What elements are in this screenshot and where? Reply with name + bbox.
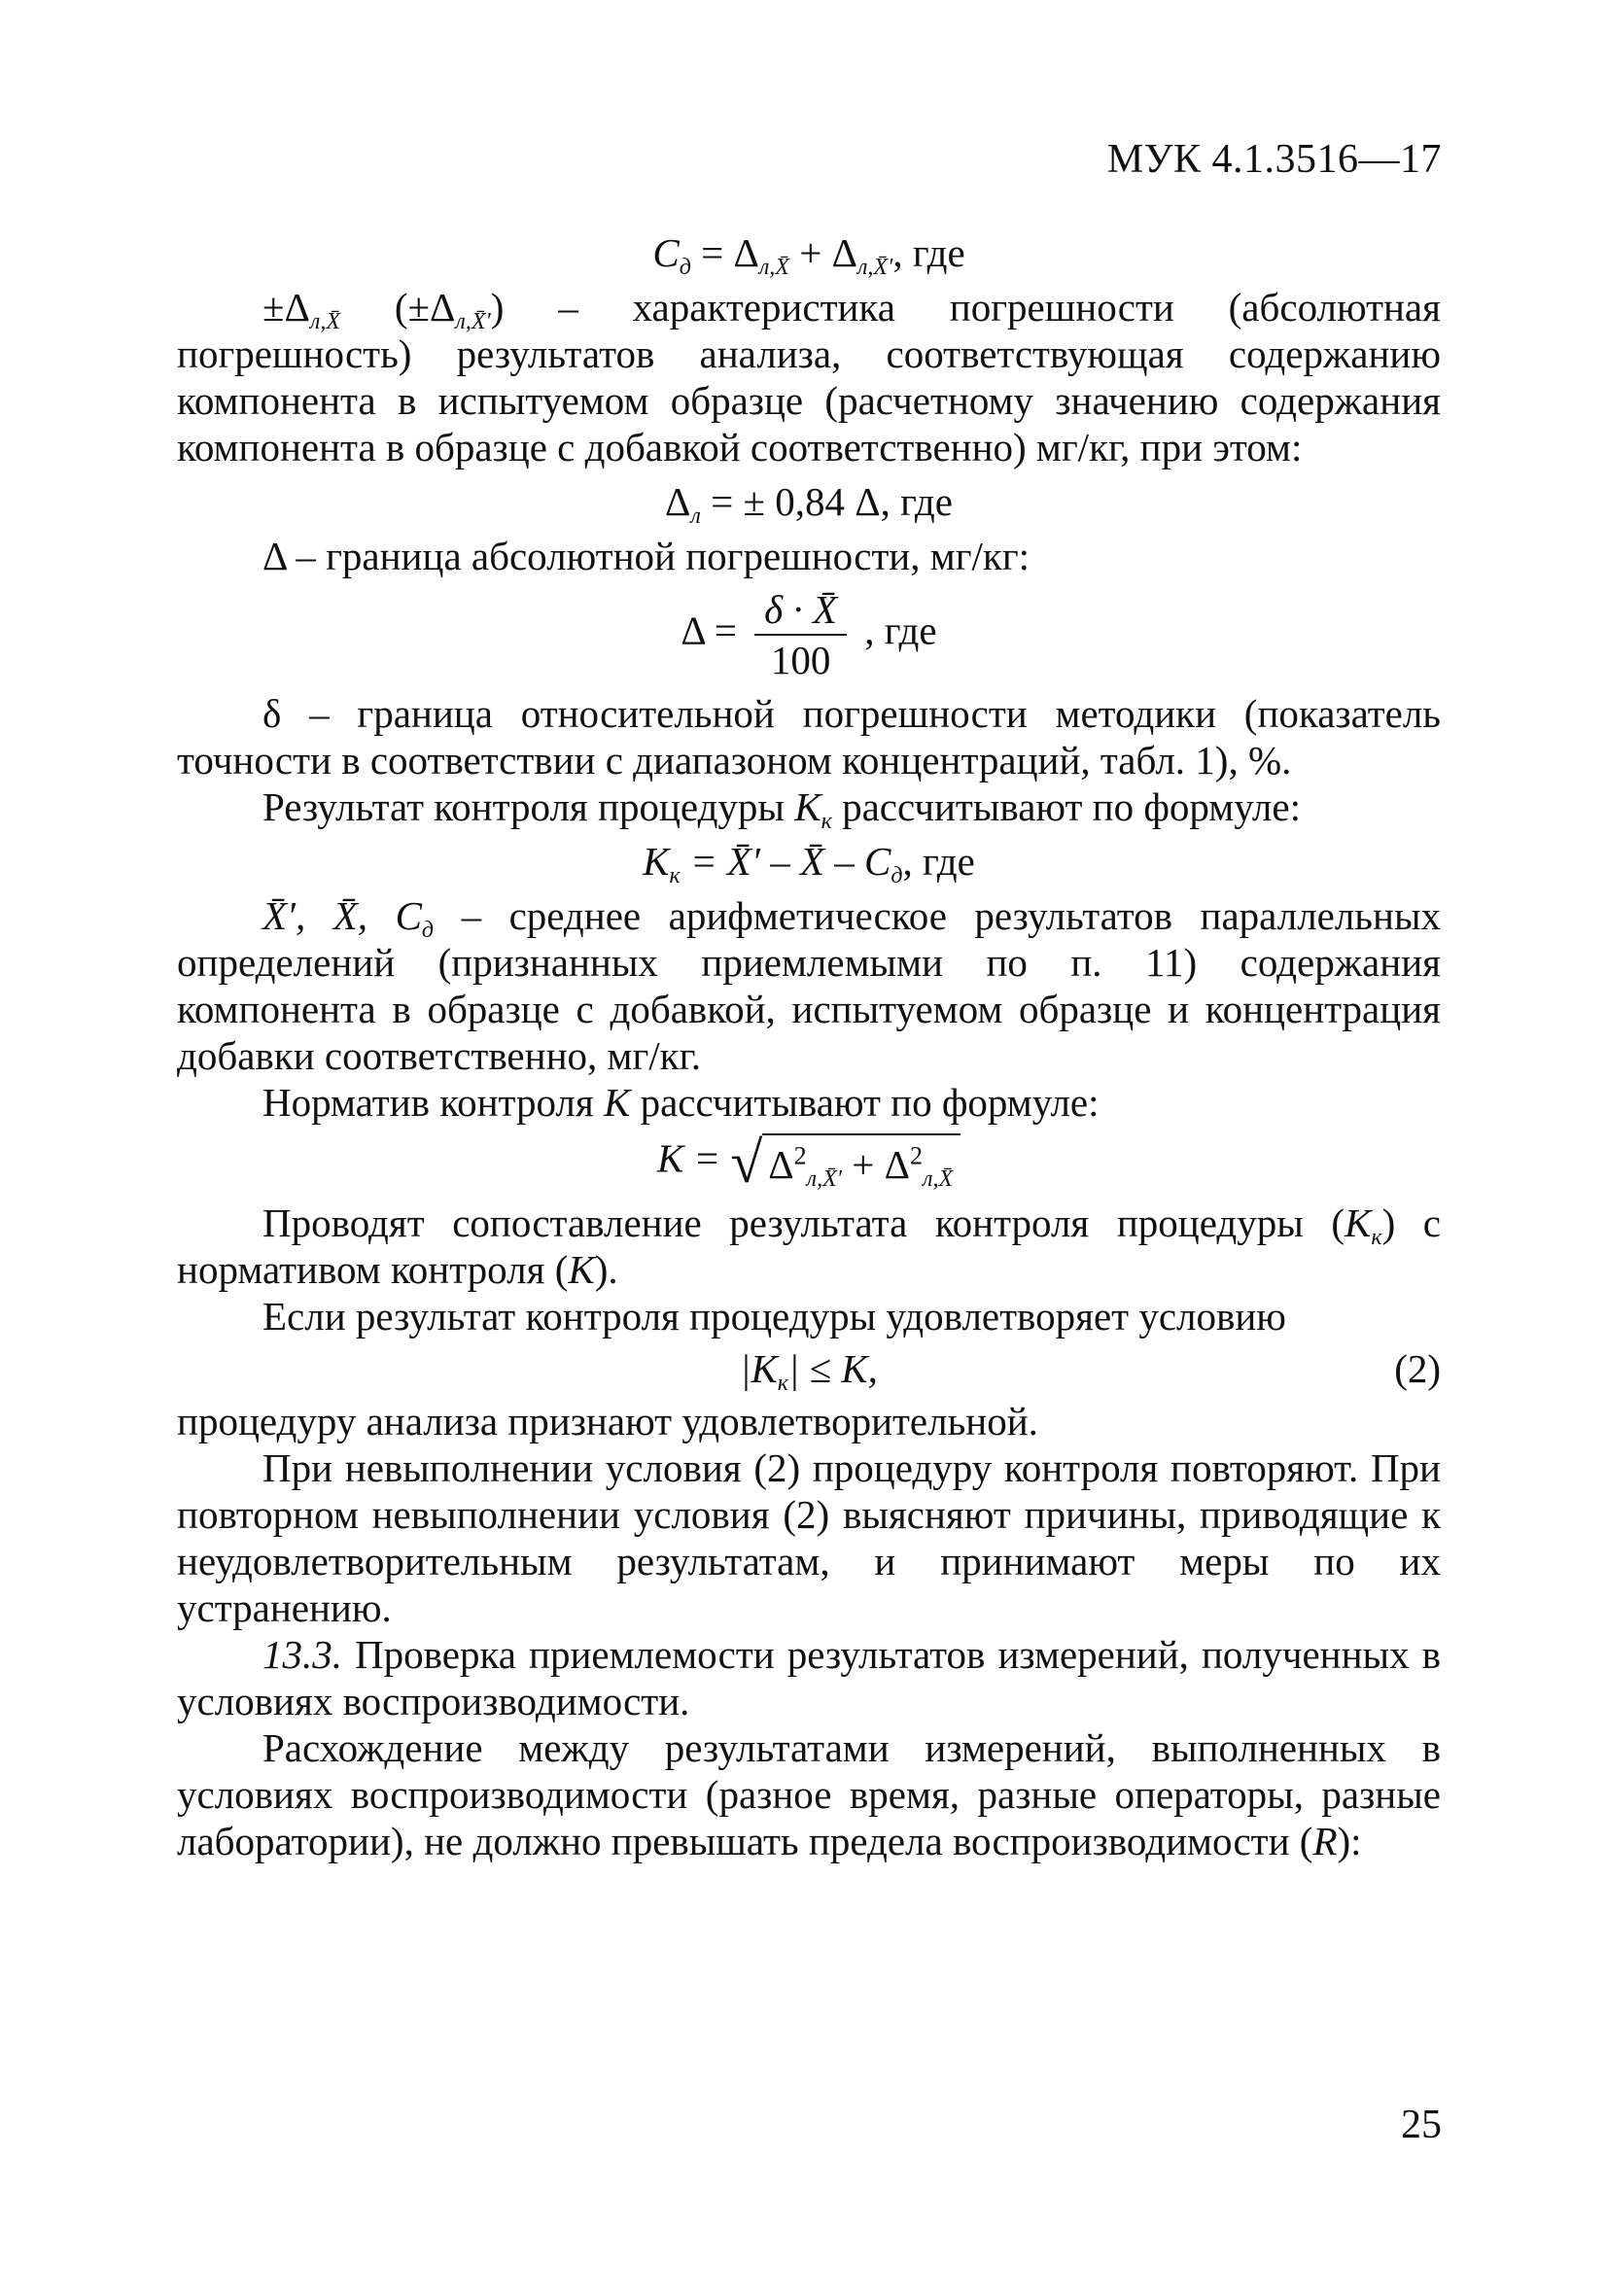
paragraph-error-characteristic — [177, 284, 1441, 470]
f5-sqrt-body — [762, 1133, 961, 1192]
p7-mid: ) с нормативом контроля ( — [177, 1200, 1441, 1292]
f3-fraction — [754, 587, 847, 682]
f5-plus: + — [842, 1142, 885, 1187]
formula-cd-delta2: Δ — [831, 230, 857, 275]
p1-text: – характеристика погрешности (абсолютная погрешность) результатов анализа, соответствующая содержанию компонента в испытуемом образце (расчетному значению содержания компонента в образце с добавкой соответственно) мг/кг, при этом: — [177, 285, 1441, 470]
paragraph-k-intro — [177, 1079, 1441, 1126]
formula-kk — [177, 838, 1441, 888]
f3-numerator: δ · X̄ — [754, 587, 847, 636]
paragraph-repeat: При невыполнении условия (2) процедуру контроля повторяют. При повторном невыполнении условия (2) выясняют причины, приводящие к неудовлетворительным результатам, и принимают меры по их устранению. — [177, 1445, 1441, 1630]
section-13-3 — [177, 1631, 1441, 1724]
formula-cd-lhs-sub: д — [679, 255, 691, 280]
formula-cd-sub1: л,X̄ — [758, 255, 789, 280]
paragraph-satisfactory: процедуру анализа признают удовлетворительной. — [177, 1399, 1038, 1444]
p6-var: K — [603, 1080, 631, 1125]
formula-condition — [177, 1345, 1441, 1396]
paragraph-kk-intro — [177, 783, 1441, 834]
p7-var2: K — [568, 1247, 595, 1292]
paragraph-rel-error: δ – граница относительной погрешности методики (показатель точности в соответствии с диапазоном концентраций, табл. 1), %. — [177, 691, 1441, 783]
f6-expr: |K — [740, 1346, 778, 1391]
f5-t2-sub: л,X̄ — [923, 1166, 954, 1192]
formula-cd-lhs: C — [652, 230, 680, 275]
p6-pre: Норматив контроля — [262, 1080, 604, 1125]
formula-cd-delta1: Δ — [733, 230, 759, 275]
paragraph-abs-error: Δ – граница абсолютной погрешности, мг/кг: — [262, 534, 1031, 578]
paragraph-condition-intro: Если результат контроля процедуры удовлетворяет условию — [262, 1294, 1286, 1339]
formula-cd-tail: , где — [892, 230, 965, 275]
f3-tail: , где — [864, 608, 937, 653]
formula-cd-sub2: л,X̄′ — [856, 255, 893, 280]
f4-lhs-sub: к — [669, 863, 681, 888]
formula-delta-fraction — [177, 587, 1441, 682]
f4-rhs: = X̄′ – X̄ – C — [680, 839, 891, 884]
p7-var: K — [1345, 1200, 1372, 1245]
p1-sub1: л,X̄ — [309, 309, 340, 334]
page-content — [177, 222, 1441, 1864]
p6-post: рассчитывают по формуле: — [630, 1080, 1100, 1125]
p1-prefix: ±Δ — [262, 285, 310, 330]
f4-tail: , где — [902, 839, 975, 884]
p5-vars: X̄′, X̄, C — [262, 893, 422, 938]
p7-var-sub: к — [1371, 1225, 1382, 1250]
paragraph-reproducibility — [177, 1724, 1441, 1864]
f6-expr-sub: к — [777, 1371, 788, 1396]
p4-pre: Результат контроля процедуры — [262, 784, 795, 829]
p1-sub2: л,X̄′ — [455, 309, 491, 334]
formula-cd-plus: + — [799, 230, 822, 275]
paragraph-comparison — [177, 1200, 1441, 1293]
p4-var: K — [794, 784, 821, 829]
f5-lhs: K = — [656, 1135, 721, 1181]
sqrt-icon: √ — [730, 1131, 763, 1195]
f5-t1-sub: л,X̄′ — [806, 1166, 843, 1192]
f4-rhs-sub: д — [891, 863, 903, 888]
f4-lhs: K — [643, 839, 670, 884]
p1-paren-open: (±Δ — [340, 285, 456, 330]
formula-delta-l — [177, 478, 1441, 529]
p4-post: рассчитывают по формуле: — [831, 784, 1301, 829]
f5-sqrt — [730, 1131, 961, 1195]
section-title: Проверка приемлемости результатов измерений, полученных в условиях воспроизводимости. — [177, 1632, 1441, 1723]
formula-k-sqrt — [177, 1131, 1441, 1195]
p4-var-sub: к — [821, 809, 832, 834]
p12-pre: Расхождение между результатами измерений, выполненных в условиях воспроизводимости (разное время, разные операторы, разные лаборатории), не должно превышать предела воспроизводимости ( — [177, 1725, 1441, 1863]
formula-cd: $C_д = \Delta_{л,X̄} + \Delta_{л,X̄'}$, где — [652, 230, 965, 280]
p1-paren-close: ) — [490, 285, 505, 330]
f5-t1-sup: 2 — [793, 1141, 807, 1170]
f2-lhs: Δ — [665, 479, 691, 524]
section-number: 13.3. — [262, 1632, 342, 1677]
p5-text: – среднее арифметическое результатов параллельных определений (признанных приемлемыми по п. 11) содержания компонента в образце с добавкой, испытуемом образце и концентрация добавки соответственно, мг/кг. — [177, 893, 1441, 1078]
p7-pre: Проводят сопоставление результата контроля процедуры ( — [262, 1200, 1345, 1245]
document-code: МУК 4.1.3516—17 — [1106, 137, 1442, 182]
p5-vars-sub: д — [421, 918, 435, 943]
equation-number: (2) — [1394, 1346, 1441, 1391]
f6-expr-tail: | ≤ K, — [787, 1346, 878, 1391]
f3-lhs: Δ = — [681, 608, 737, 653]
f2-lhs-sub: л — [690, 504, 701, 529]
f2-rhs: = ± 0,84 Δ, где — [700, 479, 953, 524]
paragraph-mean-definitions — [177, 892, 1441, 1079]
f3-denominator: 100 — [770, 638, 831, 682]
f5-t1: Δ — [768, 1142, 794, 1187]
p12-var: R — [1312, 1819, 1338, 1863]
page-number: 25 — [1401, 2103, 1442, 2147]
f5-t2: Δ — [884, 1142, 911, 1187]
p12-post: ): — [1337, 1819, 1362, 1863]
f5-t2-sup: 2 — [910, 1141, 924, 1170]
p7-post: ). — [594, 1247, 618, 1292]
